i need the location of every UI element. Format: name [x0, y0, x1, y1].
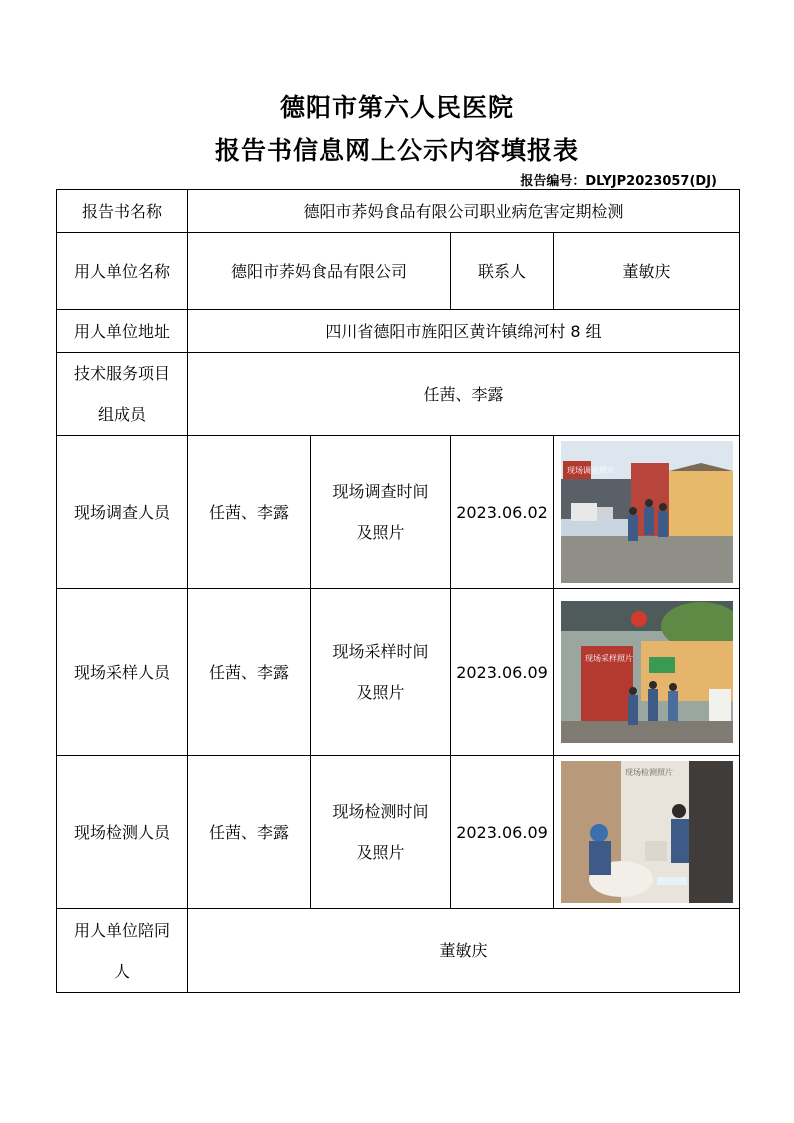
sampling-date: 2023.06.09 — [451, 589, 554, 756]
row-address — [57, 310, 740, 353]
address-label: 用人单位地址 — [57, 310, 188, 353]
testing-staff: 任茜、李露 — [188, 756, 311, 909]
team-label-line1: 技术服务项目 — [73, 364, 170, 383]
employer-label: 用人单位名称 — [57, 233, 188, 310]
report-name-label: 报告书名称 — [57, 190, 188, 233]
sampling-time-label — [311, 589, 451, 756]
testing-photo — [561, 761, 733, 903]
sampling-label: 现场采样人员 — [57, 589, 188, 756]
sampling-photo-cell — [554, 589, 740, 756]
report-number-label: 报告编号： — [520, 174, 586, 189]
report-number — [520, 170, 717, 189]
row-escort — [57, 909, 740, 993]
survey-date: 2023.06.02 — [451, 436, 554, 589]
sampling-staff: 任茜、李露 — [188, 589, 311, 756]
row-report-name — [57, 190, 740, 233]
survey-time-label — [311, 436, 451, 589]
employer-value: 德阳市荞妈食品有限公司 — [188, 233, 451, 310]
escort-label-line2: 人 — [113, 961, 130, 981]
report-name-value: 德阳市荞妈食品有限公司职业病危害定期检测 — [188, 190, 740, 233]
contact-value: 董敏庆 — [554, 233, 740, 310]
testing-time-label-line1: 现场检测时间 — [332, 802, 429, 821]
team-label — [57, 353, 188, 436]
form-title: 报告书信息网上公示内容填报表 — [214, 136, 579, 165]
row-testing — [57, 756, 740, 909]
hospital-title: 德阳市第六人民医院 — [279, 93, 514, 122]
survey-label: 现场调查人员 — [57, 436, 188, 589]
survey-time-label-line2: 及照片 — [356, 523, 405, 542]
sampling-photo-sign: 现场采样照片 — [584, 654, 633, 663]
escort-label — [57, 909, 188, 993]
survey-staff: 任茜、李露 — [188, 436, 311, 589]
sampling-time-label-line2: 及照片 — [356, 683, 405, 702]
row-team — [57, 353, 740, 436]
testing-photo-sign: 现场检测照片 — [624, 768, 673, 777]
survey-photo-sign: 现场调查照片 — [566, 466, 615, 475]
report-number-value: DLYJP2023057(DJ) — [585, 174, 717, 189]
address-value: 四川省德阳市旌阳区黄许镇绵河村 8 组 — [188, 310, 740, 353]
escort-value: 董敏庆 — [188, 909, 740, 993]
testing-time-label-line2: 及照片 — [356, 843, 405, 862]
row-employer — [57, 233, 740, 310]
team-label-line2: 组成员 — [97, 405, 146, 424]
escort-label-line1: 用人单位陪同 — [73, 920, 170, 940]
survey-photo — [561, 441, 733, 583]
testing-date: 2023.06.09 — [451, 756, 554, 909]
survey-time-label-line1: 现场调查时间 — [332, 482, 429, 501]
sampling-time-label-line1: 现场采样时间 — [332, 642, 429, 661]
testing-time-label — [311, 756, 451, 909]
row-sampling — [57, 589, 740, 756]
testing-label: 现场检测人员 — [57, 756, 188, 909]
survey-photo-cell — [554, 436, 740, 589]
team-value: 任茜、李露 — [188, 353, 740, 436]
row-survey — [57, 436, 740, 589]
sampling-photo — [561, 601, 733, 743]
contact-label: 联系人 — [451, 233, 554, 310]
info-table — [56, 189, 740, 993]
testing-photo-cell — [554, 756, 740, 909]
